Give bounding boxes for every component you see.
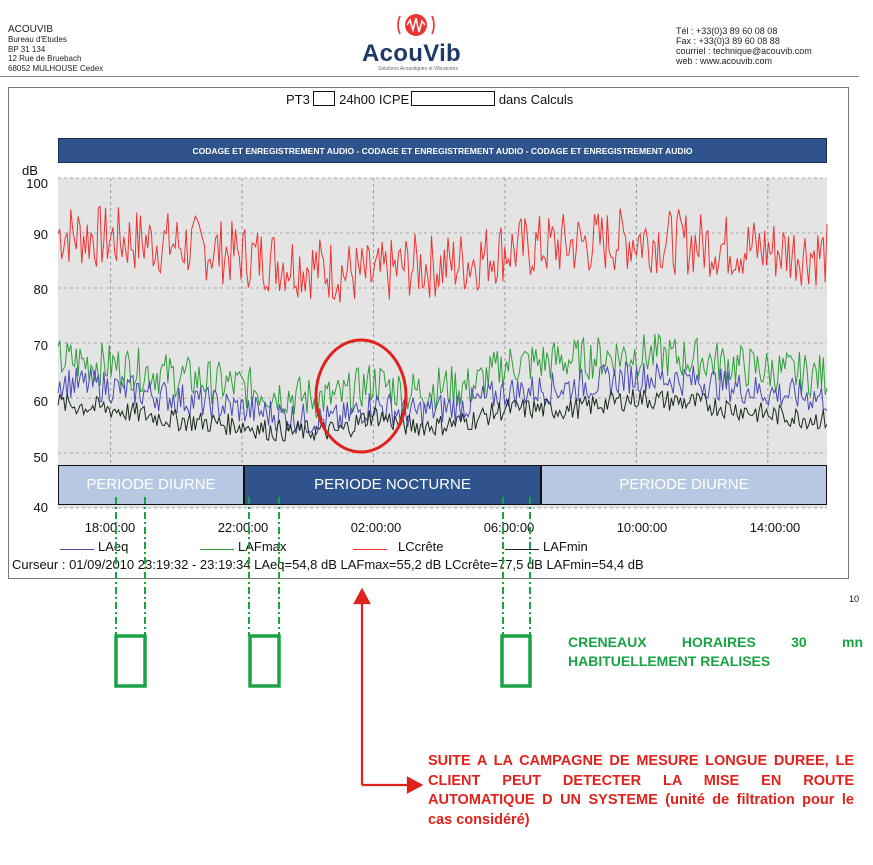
x-tick-label: 18:00:00 <box>84 520 136 535</box>
logo-text: AcouVib <box>362 40 462 67</box>
x-tick-label: 22:00:00 <box>217 520 269 535</box>
y-tick-label: 50 <box>33 450 48 465</box>
period-day-end: PERIODE DIURNE <box>541 465 827 505</box>
legend-lafmax: LAFmax <box>238 539 287 554</box>
y-tick-label: 60 <box>33 394 48 409</box>
detection-arrows <box>355 590 421 792</box>
y-tick-label: 100 <box>26 176 48 191</box>
legend-lcrete: LCcrête <box>398 539 444 554</box>
y-tick-label: 40 <box>33 500 48 515</box>
y-tick-label: 70 <box>33 338 48 353</box>
x-tick-label: 06:00:00 <box>483 520 535 535</box>
contact-email: courriel : technique@acouvib.com <box>676 46 812 56</box>
slot-box <box>250 636 279 686</box>
x-tick-label: 02:00:00 <box>350 520 402 535</box>
chart-title-part1: PT3 <box>286 92 310 107</box>
slot-box <box>502 636 530 686</box>
contact-web: web : www.acouvib.com <box>676 56 773 66</box>
x-tick-label: 10:00:00 <box>616 520 668 535</box>
slot-boxes <box>116 636 530 686</box>
period-night: PERIODE NOCTURNE <box>244 465 541 505</box>
audio-banner: CODAGE ET ENREGISTREMENT AUDIO - CODAGE ET ENREGISTREMENT AUDIO - CODAGE ET ENREGISTREMENT AUDIO <box>58 138 827 163</box>
chart-title-part2: 24h00 ICPE <box>339 92 410 107</box>
chart-title-part3: dans Calculs <box>498 92 574 107</box>
address-line-4: 68052 MULHOUSE Cedex <box>8 63 104 73</box>
company-name: ACOUVIB <box>8 24 54 35</box>
address-line-2: BP 31 134 <box>8 44 46 54</box>
contact-fax: Fax : +33(0)3 89 60 08 88 <box>676 36 780 46</box>
logo-tagline: Solutions Acoustiques et Vibratoires <box>378 66 458 72</box>
arrow-right-icon <box>408 778 421 792</box>
y-tick-label: 90 <box>33 227 48 242</box>
slot-dashed-lines <box>116 497 530 636</box>
slots-note: CRENEAUX HORAIRES 30 mn HABITUELLEMENT REALISES <box>568 634 863 669</box>
address-line-3: 12 Rue de Bruebach <box>8 54 82 63</box>
y-axis-unit: dB <box>22 163 38 178</box>
x-tick-label: 14:00:00 <box>749 520 801 535</box>
slot-box <box>116 636 145 686</box>
detection-note: SUITE A LA CAMPAGNE DE MESURE LONGUE DUREE, LE CLIENT PEUT DETECTER LA MISE EN ROUTE AUTOMATIQUE D UN SYSTEME (unité de filtration pour le cas considéré) <box>428 753 854 828</box>
y-tick-label: 80 <box>33 282 48 297</box>
page-number: 10 <box>849 594 860 604</box>
period-day-start: PERIODE DIURNE <box>58 465 244 505</box>
contact-phone: Tél : +33(0)3 89 60 08 08 <box>676 26 778 36</box>
legend-laeq: LAeq <box>98 539 129 554</box>
address-line-1: Bureau d'Etudes <box>8 35 67 44</box>
cursor-readout: Curseur : 01/09/2010 23:19:32 - 23:19:34 LAeq=54,8 dB LAFmax=55,2 dB LCcrête=77,5 dB LAFmin=54,4 dB <box>12 557 644 572</box>
arrow-up-icon <box>355 590 369 603</box>
legend-lafmin: LAFmin <box>543 539 588 554</box>
